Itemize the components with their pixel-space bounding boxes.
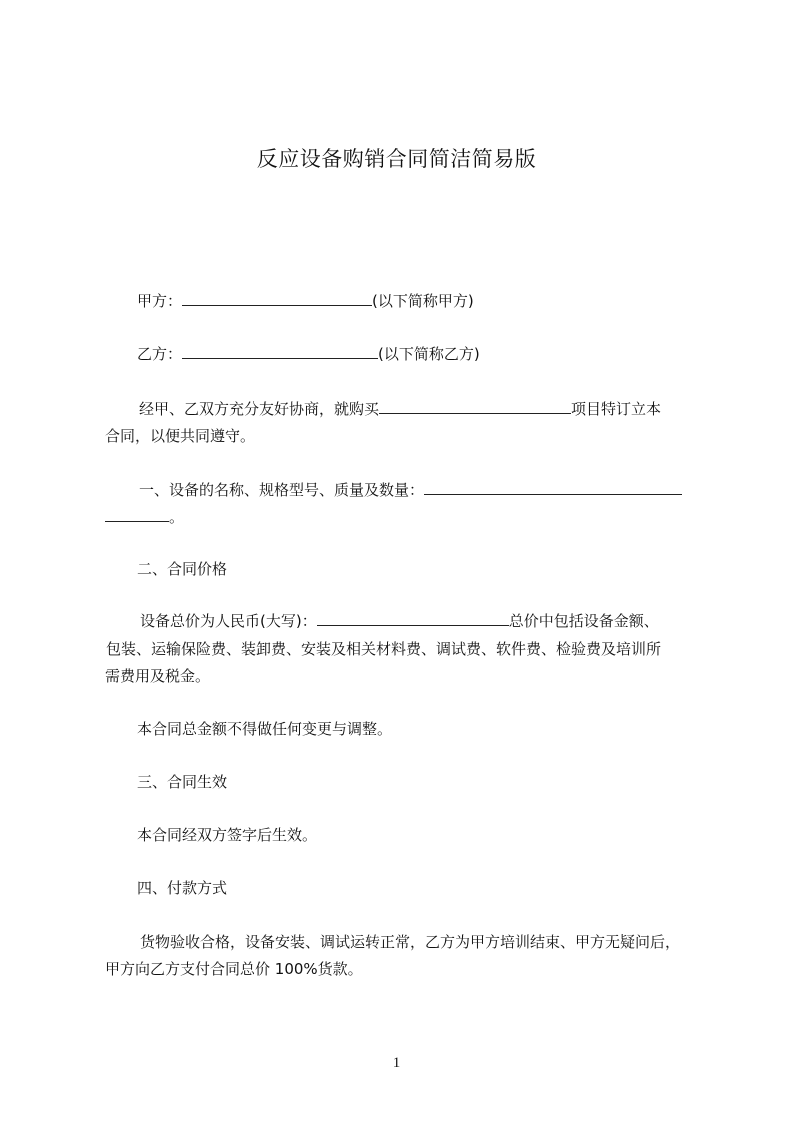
party-b-suffix: (以下简称乙方) <box>378 345 480 363</box>
section3-text: 本合同经双方签字后生效。 <box>137 826 318 844</box>
equipment-spec-blank[interactable] <box>424 480 682 495</box>
page-number: 1 <box>392 1055 401 1071</box>
price-note: 本合同总金额不得做任何变更与调整。 <box>137 720 393 738</box>
section1-line-2 <box>105 506 184 528</box>
price-suffix: 总价中包括设备金额、 <box>508 612 659 630</box>
party-a-label: 甲方： <box>137 292 183 310</box>
section3-heading: 三、合同生效 <box>137 773 228 791</box>
intro-line-1 <box>139 398 661 420</box>
party-b-blank[interactable] <box>182 344 378 359</box>
intro-prefix: 经甲、乙双方充分友好协商，就购买 <box>139 400 380 418</box>
party-b-label: 乙方： <box>137 345 183 363</box>
payment-line-1: 货物验收合格，设备安装、调试运转正常，乙方为甲方培训结束、甲方无疑问后， <box>140 933 681 951</box>
section1-end: 。 <box>169 508 185 526</box>
section1-heading: 一、设备的名称、规格型号、质量及数量： <box>139 481 425 499</box>
price-amount-blank[interactable] <box>317 611 509 626</box>
party-a-line <box>137 290 474 312</box>
equipment-spec-blank-cont[interactable] <box>105 507 169 522</box>
purchase-item-blank[interactable] <box>379 399 571 414</box>
price-prefix: 设备总价为人民币(大写)： <box>140 612 317 630</box>
party-b-line <box>137 343 480 365</box>
section4-heading: 四、付款方式 <box>137 879 228 897</box>
section1-heading-line <box>139 479 682 501</box>
document-title: 反应设备购销合同简洁简易版 <box>256 147 537 171</box>
intro-line-2: 合同，以便共同遵守。 <box>105 427 256 445</box>
section2-heading: 二、合同价格 <box>137 560 228 578</box>
price-line-2: 包装、运输保险费、装卸费、安装及相关材料费、调试费、软件费、检验费及培训所 <box>106 640 662 658</box>
price-line-3: 需费用及税金。 <box>105 667 211 685</box>
payment-line-2: 甲方向乙方支付合同总价 100%货款。 <box>105 960 363 978</box>
party-a-suffix: (以下简称甲方) <box>372 292 474 310</box>
party-a-blank[interactable] <box>182 291 372 306</box>
intro-suffix: 项目特订立本 <box>571 400 662 418</box>
price-line-1 <box>140 610 659 632</box>
